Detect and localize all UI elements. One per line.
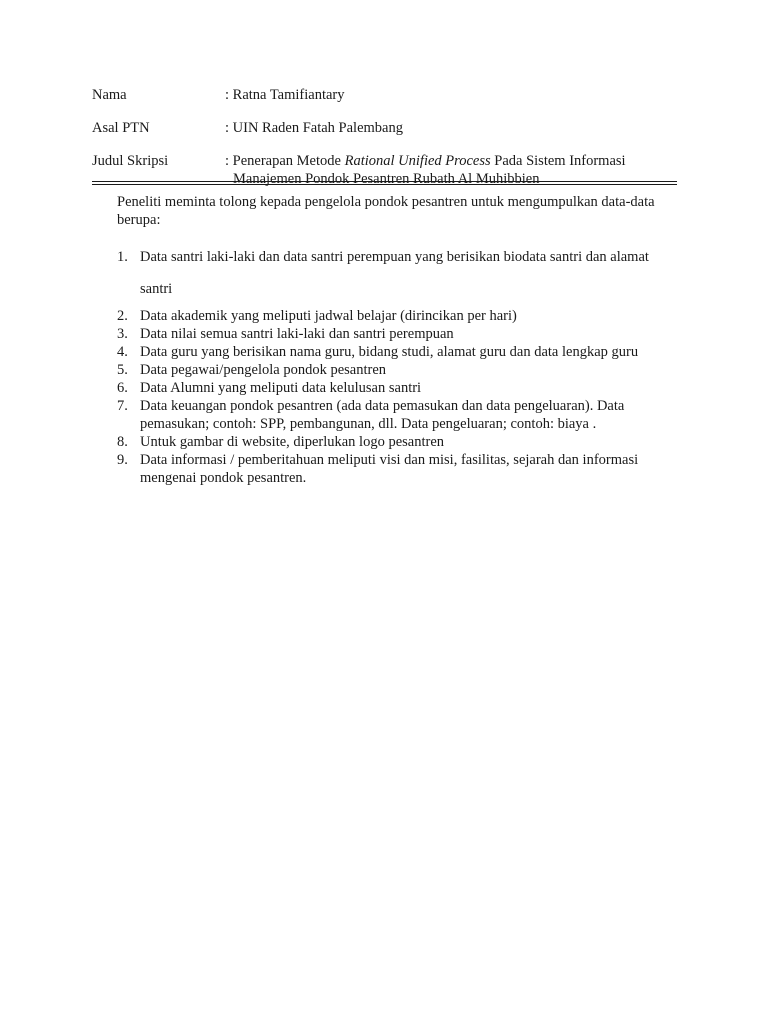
list-item (117, 451, 679, 487)
judul-skripsi-label: Judul Skripsi (92, 153, 169, 169)
list-item (117, 397, 679, 433)
document-header (92, 86, 682, 188)
list-item-number: 8. (117, 434, 128, 450)
list-item-text: Data informasi / pemberitahuan meliputi visi dan misi, fasilitas, sejarah dan informasi mengenai pondok pesantren. (140, 452, 639, 486)
list-item-number: 7. (117, 398, 128, 414)
judul-suffix: Pada Sistem Informasi (490, 153, 626, 169)
list-item (117, 361, 679, 379)
nama-value: : Ratna Tamifiantary (225, 87, 345, 103)
asal-ptn-value: : UIN Raden Fatah Palembang (225, 120, 403, 136)
header-row-asal-ptn (92, 119, 682, 137)
list-item-number: 4. (117, 344, 128, 360)
list-item (117, 343, 679, 361)
asal-ptn-label: Asal PTN (92, 120, 150, 136)
judul-second-line: Manajemen Pondok Pesantren Rubath Al Muhibbien (233, 171, 540, 187)
header-row-nama (92, 86, 682, 104)
intro-paragraph: Peneliti meminta tolong kepada pengelola pondok pesantren untuk mengumpulkan data-data berupa: (117, 194, 655, 228)
list-item-text: Untuk gambar di website, diperlukan logo pesantren (140, 434, 445, 450)
header-divider-top (92, 181, 677, 182)
document-body (117, 193, 679, 487)
list-item (117, 307, 679, 325)
list-item-number: 6. (117, 380, 128, 396)
list-item-text: Data pegawai/pengelola pondok pesantren (140, 362, 387, 378)
header-divider-bottom (92, 184, 677, 185)
list-item-text: Data nilai semua santri laki-laki dan santri perempuan (140, 326, 454, 342)
list-item (117, 433, 679, 451)
data-request-list (117, 241, 679, 487)
list-item-number: 9. (117, 452, 128, 468)
nama-label: Nama (92, 87, 127, 103)
list-item (117, 379, 679, 397)
list-item-text: Data Alumni yang meliputi data kelulusan santri (140, 380, 422, 396)
list-item-text: Data guru yang berisikan nama guru, bidang studi, alamat guru dan data lengkap guru (140, 344, 639, 360)
list-item-number: 3. (117, 326, 128, 342)
judul-skripsi-value (225, 152, 682, 188)
list-item-number: 2. (117, 308, 128, 324)
list-item-text: Data santri laki-laki dan data santri perempuan yang berisikan biodata santri dan alamat santri (140, 249, 649, 297)
list-item (117, 241, 679, 305)
header-row-judul-skripsi (92, 152, 682, 188)
list-item-number: 5. (117, 362, 128, 378)
list-item-text: Data akademik yang meliputi jadwal belajar (dirincikan per hari) (140, 308, 517, 324)
list-item-number: 1. (117, 249, 128, 265)
list-item (117, 325, 679, 343)
judul-italic-method: Rational Unified Process (344, 153, 491, 169)
list-item-text: Data keuangan pondok pesantren (ada data pemasukan dan data pengeluaran). Data pemasukan; contoh: SPP, pembangunan, dll. Data pengeluaran; contoh: biaya . (140, 398, 625, 432)
judul-prefix: : Penerapan Metode (225, 153, 345, 169)
